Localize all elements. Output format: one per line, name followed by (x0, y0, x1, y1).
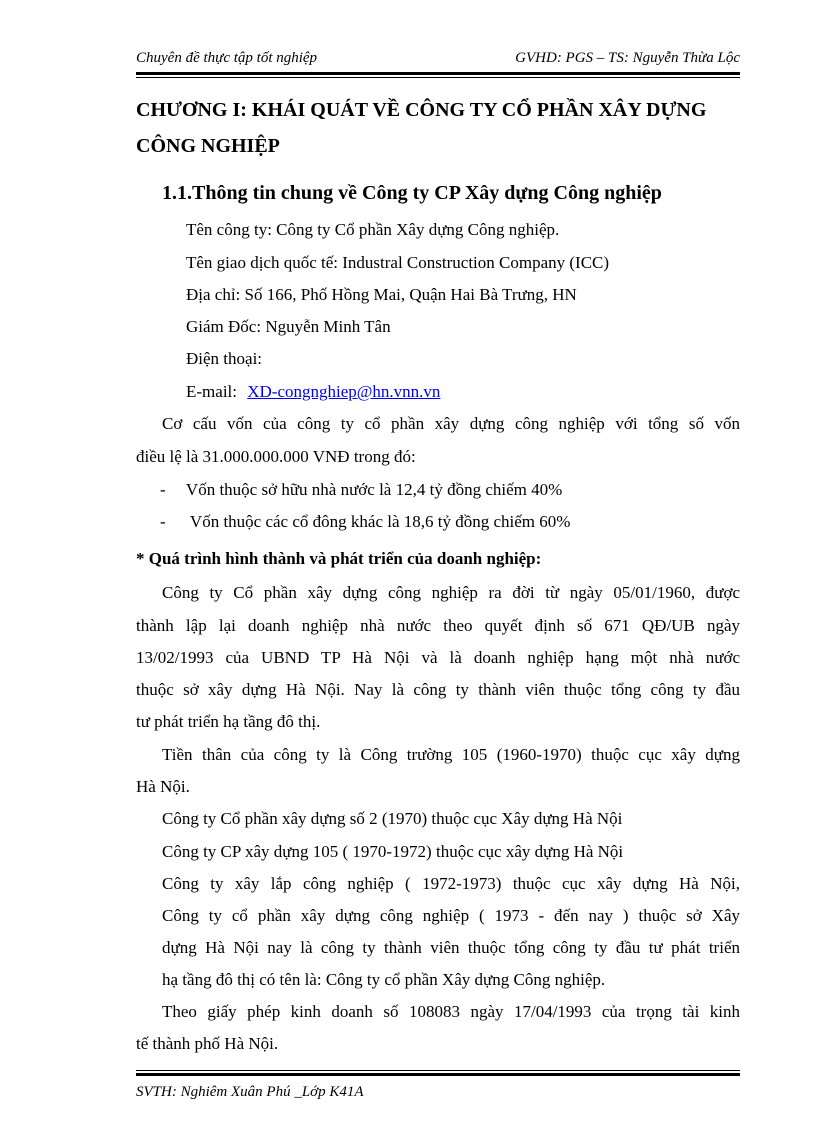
history-p5-l3: dựng Hà Nội nay là công ty thành viên thuộc tổng công ty đầu tư phát triển (162, 938, 740, 957)
history-p2-l1: Tiền thân của công ty là Công trường 105 (1960-1970) thuộc cục xây dựng (162, 745, 740, 764)
info-intl-name: Tên giao dịch quốc tế: Industral Construction Company (ICC) (186, 253, 610, 272)
info-email-row (186, 382, 440, 402)
chapter-title: CHƯƠNG I: KHÁI QUÁT VỀ CÔNG TY CỔ PHẦN XÂY DỰNG CÔNG NGHIỆP (136, 99, 707, 157)
info-director: Giám Đốc: Nguyễn Minh Tân (186, 317, 391, 336)
bullet-dash: - (160, 512, 166, 531)
capital-bullet-2 (160, 512, 570, 532)
capital-line-2: điều lệ là 31.000.000.000 VNĐ trong đó: (136, 447, 416, 466)
capital-item-1: Vốn thuộc sở hữu nhà nước là 12,4 tỷ đồng chiếm 40% (185, 480, 563, 499)
history-p5-l4: hạ tầng đô thị có tên là: Công ty cổ phần Xây dựng Công nghiệp. (162, 970, 606, 989)
history-p5-l1: Công ty xây lắp công nghiệp ( 1972-1973) thuộc cục xây dựng Hà Nội, (162, 874, 740, 893)
capital-bullet-1 (160, 480, 562, 500)
info-address: Địa chỉ: Số 166, Phố Hồng Mai, Quận Hai Bà Trưng, HN (186, 285, 577, 304)
email-link[interactable]: XD-congnghiep@hn.vnn.vn (247, 382, 441, 401)
email-label: E-mail: (186, 382, 237, 401)
history-p3: Công ty Cổ phần xây dựng số 2 (1970) thuộc cục Xây dựng Hà Nội (162, 809, 623, 828)
footer-rule-thin (136, 1070, 740, 1071)
info-phone: Điện thoại: (186, 349, 263, 368)
page-header (136, 48, 740, 70)
history-p2-l2: Hà Nội. (136, 777, 190, 796)
history-p1-l3: 13/02/1993 của UBND TP Hà Nội và là doanh nghiệp hạng một nhà nước (136, 648, 740, 667)
footer-rule (136, 1073, 740, 1076)
info-company: Tên công ty: Công ty Cổ phần Xây dựng Công nghiệp. (186, 220, 560, 239)
header-rule-thin (136, 77, 740, 78)
history-p6-l2: tế thành phố Hà Nội. (136, 1034, 279, 1053)
section-title: 1.1.Thông tin chung về Công ty CP Xây dựng Công nghiệp (162, 182, 662, 204)
page-footer: SVTH: Nghiêm Xuân Phú _Lớp K41A (136, 1084, 364, 1100)
header-rule (136, 72, 740, 75)
history-p1-l5: tư phát triển hạ tầng đô thị. (136, 712, 321, 731)
header-left: Chuyên đề thực tập tốt nghiệp (136, 50, 318, 66)
history-p4: Công ty CP xây dựng 105 ( 1970-1972) thuộc cục xây dựng Hà Nội (162, 842, 624, 861)
header-right: GVHD: PGS – TS: Nguyễn Thừa Lộc (515, 50, 740, 66)
bullet-dash: - (160, 480, 166, 499)
history-heading: * Quá trình hình thành và phát triển của doanh nghiệp: (136, 549, 542, 568)
capital-item-2: Vốn thuộc các cổ đông khác là 18,6 tỷ đồng chiếm 60% (189, 512, 571, 531)
history-p1-l4: thuộc sở xây dựng Hà Nội. Nay là công ty thành viên thuộc tổng công ty đầu (136, 680, 740, 699)
history-p1-l2: thành lập lại doanh nghiệp nhà nước theo quyết định số 671 QĐ/UB ngày (136, 616, 740, 635)
history-p6-l1: Theo giấy phép kinh doanh số 108083 ngày 17/04/1993 của trọng tài kinh (162, 1002, 740, 1021)
capital-line-1: Cơ cấu vốn của công ty cổ phần xây dựng công nghiệp với tổng số vốn (162, 414, 740, 433)
history-p1-l1: Công ty Cổ phần xây dựng công nghiệp ra đời từ ngày 05/01/1960, được (162, 583, 740, 602)
history-p5-l2: Công ty cổ phần xây dựng công nghiệp ( 1973 - đến nay ) thuộc sở Xây (162, 906, 740, 925)
